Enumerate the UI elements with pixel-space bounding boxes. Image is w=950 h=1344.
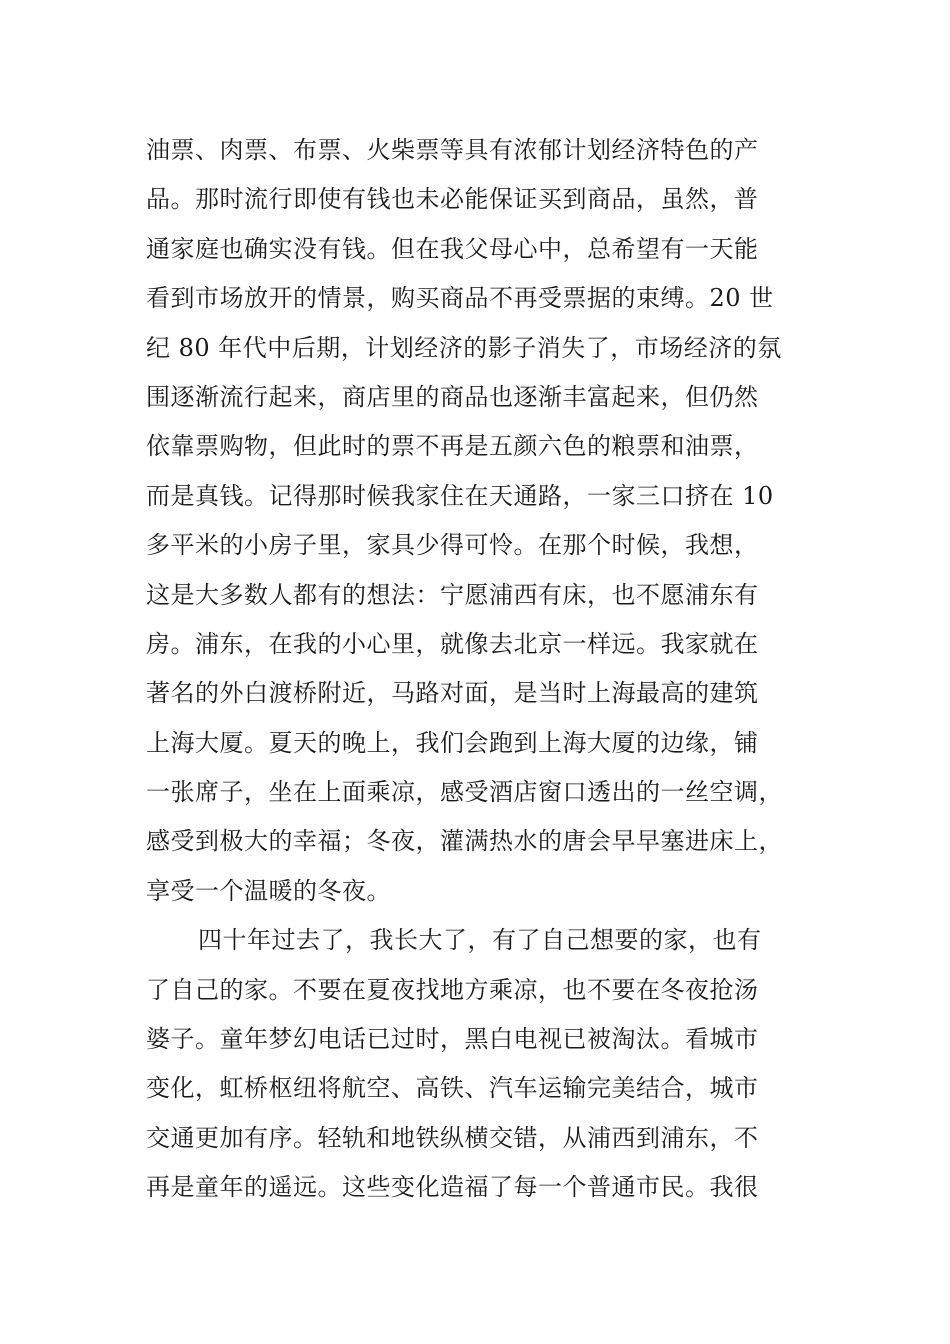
- text-line: 感受到极大的幸福；冬夜，灌满热水的唐会早早塞进床上，: [146, 827, 783, 856]
- text-line: 交通更加有序。轻轨和地铁纵横交错，从浦西到浦东，不: [146, 1123, 759, 1152]
- text-line: 多平米的小房子里，家具少得可怜。在那个时候，我想，: [146, 531, 759, 560]
- text-line: 品。那时流行即使有钱也未必能保证买到商品，虽然，普: [146, 185, 759, 214]
- text-line: 依靠票购物，但此时的票不再是五颜六色的粮票和油票，: [146, 432, 759, 461]
- text-line: 了自己的家。不要在夏夜找地方乘凉，也不要在冬夜抢汤: [146, 975, 759, 1004]
- text-line: 四十年过去了，我长大了，有了自己想要的家，也有: [198, 926, 762, 955]
- text-line: 享受一个温暖的冬夜。: [146, 876, 391, 905]
- text-line: 通家庭也确实没有钱。但在我父母心中，总希望有一天能: [146, 234, 759, 263]
- text-line: 油票、肉票、布票、火柴票等具有浓郁计划经济特色的产: [146, 136, 759, 164]
- text-line: 围逐渐流行起来，商店里的商品也逐渐丰富起来，但仍然: [146, 382, 759, 411]
- text-line: 这是大多数人都有的想法：宁愿浦西有床，也不愿浦东有: [146, 580, 759, 609]
- body-text: [146, 126, 806, 1213]
- text-line: 一张席子，坐在上面乘凉，感受酒店窗口透出的一丝空调，: [146, 778, 783, 807]
- text-line: 看到市场放开的情景，购买商品不再受票据的束缚。20 世: [146, 284, 774, 313]
- text-line: 著名的外白渡桥附近，马路对面，是当时上海最高的建筑: [146, 679, 759, 708]
- text-line: 而是真钱。记得那时候我家住在天通路，一家三口挤在 10: [146, 481, 774, 510]
- text-line: 上海大厦。夏天的晚上，我们会跑到上海大厦的边缘，铺: [146, 728, 759, 757]
- text-line: 纪 80 年代中后期，计划经济的影子消失了，市场经济的氛: [146, 333, 782, 362]
- paragraph-1: [146, 126, 806, 916]
- text-line: 再是童年的遥远。这些变化造福了每一个普通市民。我很: [146, 1173, 759, 1202]
- paragraph-2: [146, 916, 806, 1212]
- text-line: 变化，虹桥枢纽将航空、高铁、汽车运输完美结合，城市: [146, 1074, 759, 1103]
- text-line: 房。浦东，在我的小心里，就像去北京一样远。我家就在: [146, 629, 759, 658]
- text-line: 婆子。童年梦幻电话已过时，黑白电视已被淘汰。看城市: [146, 1025, 759, 1054]
